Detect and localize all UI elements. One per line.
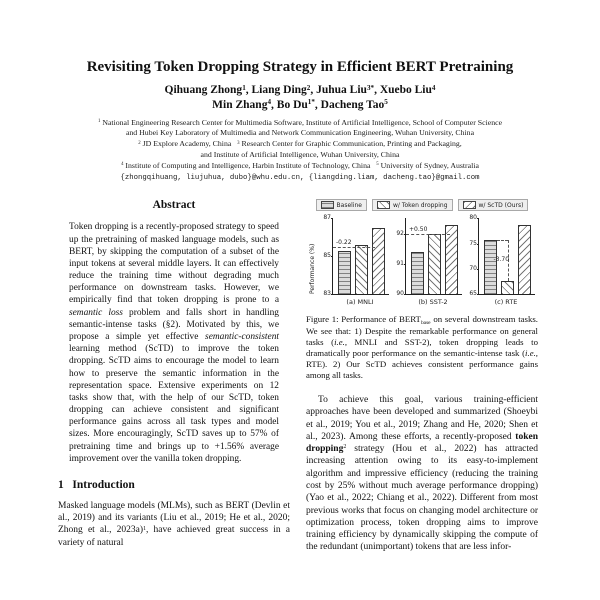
- text-segment: 1: [143, 525, 146, 532]
- text-segment: 2: [306, 83, 311, 92]
- text-segment: 1*: [307, 98, 315, 107]
- bar-baseline: [411, 252, 424, 295]
- bar-w-token-dropping: [428, 234, 441, 295]
- page-title: Revisiting Token Dropping Strategy in Efficient BERT Pretraining: [86, 59, 514, 75]
- y-tick-label: 70: [469, 265, 477, 273]
- y-tick-label: 85: [323, 252, 331, 260]
- abstract-heading: Abstract: [152, 199, 196, 212]
- text-segment: i.e.: [525, 347, 536, 358]
- y-tick-mark: [477, 294, 479, 295]
- abstract-text: [58, 221, 290, 464]
- bar-w-token-dropping: [355, 245, 368, 294]
- delta-dashed-line-horizontal: [497, 240, 508, 241]
- authors-line-1: [0, 83, 600, 98]
- reference-dashed-line: [406, 234, 450, 235]
- legend-label: Baseline: [336, 201, 362, 209]
- text-segment: 5: [376, 162, 379, 168]
- text-segment: Token dropping is a recently-proposed strategy to speed up the pretraining of masked language models, such as BERT, by skipping the computation of a subset of the input tokens at several middle layers. It can effectively reduce the training time without degrading much performance on downstream tasks. However, we empirically find that token dropping is prone to a: [69, 222, 279, 306]
- bar-chart-crte: [469, 214, 535, 307]
- text-segment: Min Zhang: [212, 98, 268, 111]
- text-segment: 2: [343, 444, 347, 451]
- text-segment: 4: [267, 98, 272, 107]
- y-tick-mark: [404, 294, 406, 295]
- y-tick-mark: [477, 218, 479, 219]
- text-segment: 5: [384, 98, 388, 107]
- y-tick-label: 80: [469, 214, 477, 222]
- y-tick-label: 65: [469, 290, 477, 298]
- affiliation-line: [0, 150, 600, 161]
- text-segment: National Engineering Research Center for Multimedia Software, Institute of Artificial Intelligence, School of Computer Science: [100, 117, 503, 127]
- delta-annotation: -0.22: [336, 238, 352, 246]
- text-segment: , Liang Ding: [245, 83, 307, 96]
- plot-area: [323, 214, 389, 298]
- figure-1: [306, 199, 538, 306]
- affiliation-line: [0, 161, 600, 172]
- legend-swatch-icon: [377, 201, 390, 209]
- y-tick-label: 92: [396, 229, 404, 237]
- affiliation-line: [0, 139, 600, 150]
- author-emails: {zhongqihuang, liujuhua, dubo}@whu.edu.cn, {liangding.liam, dacheng.tao}@gmail.com: [120, 174, 480, 183]
- text-segment: and Institute of Artificial Intelligence, Wuhan University, China: [200, 149, 400, 159]
- text-segment: , have achieved great success in a variety of natural: [58, 525, 290, 548]
- text-segment: Qihuang Zhong: [164, 83, 243, 96]
- text-segment: base: [420, 319, 431, 326]
- y-tick-label: 83: [323, 290, 331, 298]
- text-segment: , Dacheng Tao: [314, 98, 385, 111]
- affiliation-line: [0, 118, 600, 129]
- paper-header: [0, 0, 600, 183]
- text-segment: , Bo Du: [271, 98, 308, 111]
- bar-baseline: [338, 251, 351, 295]
- bar-charts-row: [306, 214, 538, 307]
- left-column: [58, 197, 290, 597]
- legend-swatch-icon: [463, 201, 476, 209]
- affiliation-line: [0, 128, 600, 139]
- body-paragraph: [306, 394, 538, 554]
- affiliations-block: [0, 118, 600, 184]
- text-segment: strategy (Hou et al., 2022) has attracted increasing attention owing to its easy-to-implement algorithm and impressive efficiency (reducing the training cost by 25% without much average performance dropping) (Yao et al., 2022; Chiang et al., 2022). Different from most previous works that focus on changing model architecture or optimization process, token dropping aims to improve training efficiency by dynamically skipping the compute of the redundant (unimportant) tokens that are less infor-: [306, 444, 538, 553]
- reference-dashed-line: [333, 247, 375, 248]
- y-tick-label: 87: [323, 214, 331, 222]
- bar-w-sctd-ours-: [372, 228, 385, 295]
- text-segment: Research Center for Graphic Communication, Printing and Packaging,: [239, 139, 462, 149]
- delta-annotation: -3.70: [493, 256, 510, 264]
- bar-w-sctd-ours-: [445, 225, 458, 295]
- text-segment: i.e.: [334, 336, 345, 347]
- delta-annotation: +0.50: [409, 225, 428, 233]
- text-segment: University of Sydney, Australia: [378, 160, 479, 170]
- text-segment: 1: [97, 119, 101, 125]
- chart-legend: [306, 199, 538, 211]
- text-segment: Figure 1: Performance of BERT: [306, 314, 421, 325]
- bar-w-sctd-ours-: [518, 225, 531, 295]
- bar-w-token-dropping: [501, 281, 514, 295]
- legend-label: w/ Token dropping: [392, 201, 448, 209]
- section-1-heading: 1 Introduction: [58, 478, 135, 491]
- text-segment: , RTE). 2) Our ScTD achieves consistent performance gains among all tasks.: [306, 347, 538, 380]
- y-tick-mark: [331, 218, 333, 219]
- y-tick-mark: [331, 294, 333, 295]
- text-segment: 4: [121, 162, 124, 168]
- right-column: [306, 197, 538, 597]
- text-segment: and Hubei Key Laboratory of Multimedia and Network Communication Engineering, Wuhan University, China: [125, 128, 475, 138]
- text-segment: problem and falls short in handling semantic-intense tasks (§2). Motivated by this, we propose a simple yet effective: [69, 307, 279, 342]
- text-segment: semantic loss: [69, 307, 123, 318]
- text-segment: learning method (ScTD) to improve the token dropping. ScTD aims to encourage the model to learn how to preserve the semantic information in the representation space. Extensive experiments on 12 tasks show that, with the help of our ScTD, token dropping can achieve consistent and significant performance gains across all task types and model sizes. More encouragingly, ScTD saves up to 57% of pretraining time and brings up to +1.56% average improvement over the vanilla token dropping.: [69, 344, 279, 464]
- y-tick-mark: [477, 269, 479, 270]
- y-axis-label: Performance (%): [309, 244, 316, 295]
- plot-area: [469, 214, 535, 298]
- text-segment: To achieve this goal, various training-efficient approaches have been developed and summarized (Shoeybi et al., 2019; You et al., 2019; Zhang and He, 2020; Shen et al., 2023). Among these efforts, a recently-proposed: [306, 394, 538, 442]
- text-segment: 1: [242, 83, 246, 92]
- introduction-text: [58, 500, 290, 549]
- y-tick-mark: [331, 256, 333, 257]
- y-tick-mark: [404, 264, 406, 265]
- text-segment: , Juhua Liu: [310, 83, 367, 96]
- authors-line-2: [0, 98, 600, 113]
- plot-area: [396, 218, 462, 298]
- text-segment: , Xuebo Liu: [374, 83, 432, 96]
- legend-label: w/ ScTD (Ours): [478, 201, 524, 209]
- text-segment: 3*: [366, 83, 375, 92]
- y-tick-label: 90: [396, 290, 404, 298]
- legend-item: [316, 199, 367, 211]
- figure-1-caption: [306, 314, 538, 380]
- y-tick-label: 91: [396, 260, 404, 268]
- legend-item: [458, 199, 529, 211]
- text-segment: Masked language models (MLMs), such as BERT (Devlin et al., 2019) and its variants (Liu et al., 2019; He et al., 2020; Zhong et al., 2023a): [58, 500, 290, 536]
- text-segment: Institute of Computing and Intelligence, Harbin Institute of Technology, China: [123, 160, 377, 170]
- text-segment: JD Explore Academy, China: [140, 139, 238, 149]
- x-axis-label: (a) MNLI: [346, 298, 374, 307]
- text-segment: on several downstream tasks. We see that: 1) Despite the remarkable performance on general tasks (: [306, 314, 539, 347]
- text-segment: , MNLI and SST-2), token dropping leads to dramatically poor performance on the semantic-intense task (: [306, 336, 538, 358]
- x-axis-label: (c) RTE: [494, 298, 518, 307]
- y-tick-label: 75: [469, 239, 477, 247]
- bar-baseline: [484, 240, 497, 295]
- x-axis-label: (b) SST-2: [418, 298, 448, 307]
- bar-chart-bsst-2: [396, 218, 462, 307]
- bar-chart-amnli: [323, 214, 389, 307]
- legend-swatch-icon: [321, 201, 334, 209]
- text-segment: semantic-consistent: [205, 331, 279, 342]
- text-segment: 3: [237, 140, 240, 146]
- text-segment: token dropping: [306, 431, 538, 455]
- y-tick-mark: [477, 244, 479, 245]
- text-segment: 4: [431, 83, 436, 92]
- legend-item: [372, 199, 453, 211]
- text-segment: 2: [138, 140, 141, 146]
- two-column-body: [0, 183, 600, 597]
